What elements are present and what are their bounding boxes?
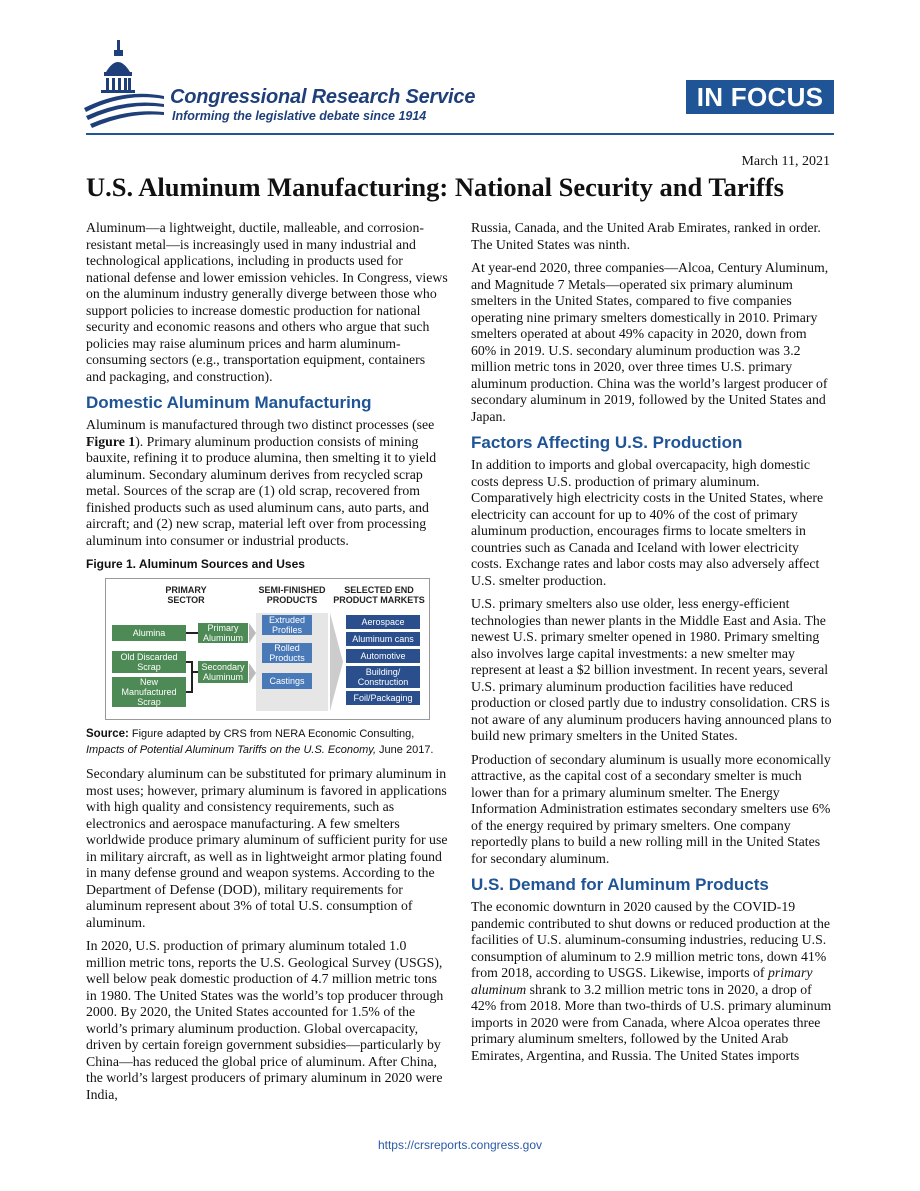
right-column <box>471 220 833 1071</box>
technology-paragraph: U.S. primary smelters also use older, less energy-efficient technologies than newer plants in the Middle East and Asia. The newest U.S. primary smelter opened in 1980. Primary smelting also involves large capital investments: a new smelter may represent at least a $2 billion investment. In recent years, several U.S. primary aluminum production facilities have reduced production or closed partly due to industry consolidation. CRS is not aware of any aluminum producers having announced plans to build new primary smelters in the United States. <box>471 596 832 743</box>
production-2020-paragraph: In 2020, U.S. production of primary aluminum totaled 1.0 million metric tons, reports the U.S. Geological Survey (USGS), well below peak domestic production of 4.7 million metric tons in 1980. The United States was the world’s top producer through 2000. By 2020, the United States accounted for 1.5% of the world’s primary aluminum production. Global overcapacity, driven by certain foreign government subsidies—particularly by China—has reduced the global price of aluminum. After China, the world’s largest producers of primary aluminum in 2020 were India, <box>86 938 444 1102</box>
figure-box-automotive: Automotive <box>346 649 420 663</box>
heading-factors: Factors Affecting U.S. Production <box>471 433 743 452</box>
figure-box-cans: Aluminum cans <box>346 632 420 646</box>
figure-caption: Figure 1. Aluminum Sources and Uses <box>86 557 305 571</box>
figure-box-castings: Castings <box>262 673 312 689</box>
left-column <box>86 220 448 1110</box>
figure-connector <box>191 661 193 693</box>
capitol-dome-icon <box>84 38 166 130</box>
figure-box-old-scrap: Old Discarded Scrap <box>112 651 186 673</box>
costs-paragraph: In addition to imports and global overcapacity, high domestic costs depress U.S. production of primary aluminum. Comparatively high electricity costs in the United States, where electricity can account for up to 40% of the cost of primary aluminum production, encourages firms to locate smelters in countries such as Canada and Iceland with lower electricity costs. Exchange rates and labor costs may also adversely affect U.S. smelter production. <box>471 457 824 588</box>
footer-link[interactable]: https://crsreports.congress.gov <box>377 1138 543 1152</box>
header-divider <box>86 133 834 135</box>
figure-box-building: Building/ Construction <box>346 666 420 688</box>
aluminum-sources-figure <box>105 578 430 720</box>
figure-box-extruded: Extruded Profiles <box>262 615 312 635</box>
producers-continued-paragraph: Russia, Canada, and the United Arab Emirates, ranked in order. The United States was ninth. <box>471 220 821 252</box>
document-date: March 11, 2021 <box>741 154 830 169</box>
document-title: U.S. Aluminum Manufacturing: National Security and Tariffs <box>86 172 784 202</box>
figure-box-alumina: Alumina <box>112 625 186 641</box>
figure-box-foil: Foil/Packaging <box>346 691 420 705</box>
secondary-substitution-paragraph: Secondary aluminum can be substituted for primary aluminum in most uses; however, primary aluminum is favored in applications with high quality and consistency requirements, such as electronics and aerospace manufacturing. A few smelters worldwide produce primary aluminum of sufficient purity for use in military aircraft, as well as in lightweight armor plating found in many defense ground and weapon systems. According to the Department of Defense (DOD), military requirements for aluminum represent about 3% of total U.S. consumption of aluminum. <box>86 766 448 930</box>
figure-head-semi: SEMI-FINISHED PRODUCTS <box>258 585 326 605</box>
in-focus-badge: IN FOCUS <box>686 80 834 114</box>
heading-demand: U.S. Demand for Aluminum Products <box>471 875 769 894</box>
figure-connector <box>186 632 198 634</box>
org-tagline: Informing the legislative debate since 1914 <box>172 109 427 123</box>
figure-reference: Figure 1 <box>86 433 136 449</box>
page-header <box>0 0 920 140</box>
secondary-production-paragraph: Production of secondary aluminum is usually more economically attractive, as the capital cost of a secondary smelter is much lower than for a primary aluminum smelter. The Energy Information Administration estimates secondary smelters use 6% of the energy required by primary smelters. One company reportedly plans to build a new rolling mill in the United States for secondary aluminum. <box>471 751 831 866</box>
figure-source: Source: Figure adapted by CRS from NERA Economic Consulting, Impacts of Potential Aluminum Tariffs on the U.S. Economy, June 2017. <box>86 728 434 756</box>
org-name: Congressional Research Service <box>170 86 476 108</box>
arrow-right-icon <box>249 623 257 687</box>
figure-box-rolled: Rolled Products <box>262 643 312 663</box>
figure-box-new-scrap: New Manufactured Scrap <box>112 677 186 707</box>
heading-domestic-manufacturing: Domestic Aluminum Manufacturing <box>86 393 372 412</box>
figure-connector <box>191 671 198 673</box>
smelters-paragraph: At year-end 2020, three companies—Alcoa, Century Aluminum, and Magnitude 7 Metals—operated six primary aluminum smelters in the United States, compared to five companies operating nine primary smelters domestically in 2010. Primary smelters operated at about 49% capacity in 2020, down from 60% in 2019. U.S. secondary aluminum production was 3.2 million metric tons in 2020, over three times U.S. primary aluminum production. China was the world’s largest producer of secondary aluminum in 2019, followed by the United States and Japan. <box>471 260 829 424</box>
figure-box-aerospace: Aerospace <box>346 615 420 629</box>
figure-head-end: SELECTED END PRODUCT MARKETS <box>333 585 425 605</box>
arrow-right-icon <box>330 613 344 711</box>
figure-box-secondary-aluminum: Secondary Aluminum <box>198 661 248 683</box>
figure-head-primary: PRIMARY SECTOR <box>165 585 207 605</box>
processes-paragraph: Aluminum is manufactured through two distinct processes (see Figure 1). Primary aluminum production consists of mining bauxite, refining it to produce alumina, then smelting it to yield aluminum. Secondary aluminum derives from recycled scrap metal. Sources of the scrap are (1) old scrap, recovered from finished products such as used aluminum cans, auto parts, and aircraft; and (2) new scrap, material left over from processing aluminum into consumer or industrial products. <box>86 417 437 548</box>
figure-box-primary-aluminum: Primary Aluminum <box>198 623 248 643</box>
intro-paragraph: Aluminum—a lightweight, ductile, malleable, and corrosion-resistant metal—is increasingly used in many industrial and technological applications, including in products used for national defense and lower emission vehicles. In Congress, views on the aluminum industry generally diverge between those who support policies to increase domestic production for national security and economic reasons and others who argue that such policies may raise aluminum prices and harm aluminum-consuming sectors (e.g., transportation equipment, containers and packaging, and construction). <box>86 220 448 384</box>
demand-paragraph: The economic downturn in 2020 caused by the COVID-19 pandemic contributed to shut downs or reduced production at the facilities of U.S. aluminum-consuming industries, reducing U.S. consumption of aluminum to 2.9 million metric tons, down 41% from 2018, according to USGS. Likewise, imports of primary aluminum shrank to 3.2 million metric tons in 2020, a drop of 42% from 2018. More than two-thirds of U.S. primary aluminum imports in 2020 were from Canada, where Alcoa operates three primary aluminum smelters, followed by the United Arab Emirates, Argentina, and Russia. The United States imports <box>471 899 832 1063</box>
